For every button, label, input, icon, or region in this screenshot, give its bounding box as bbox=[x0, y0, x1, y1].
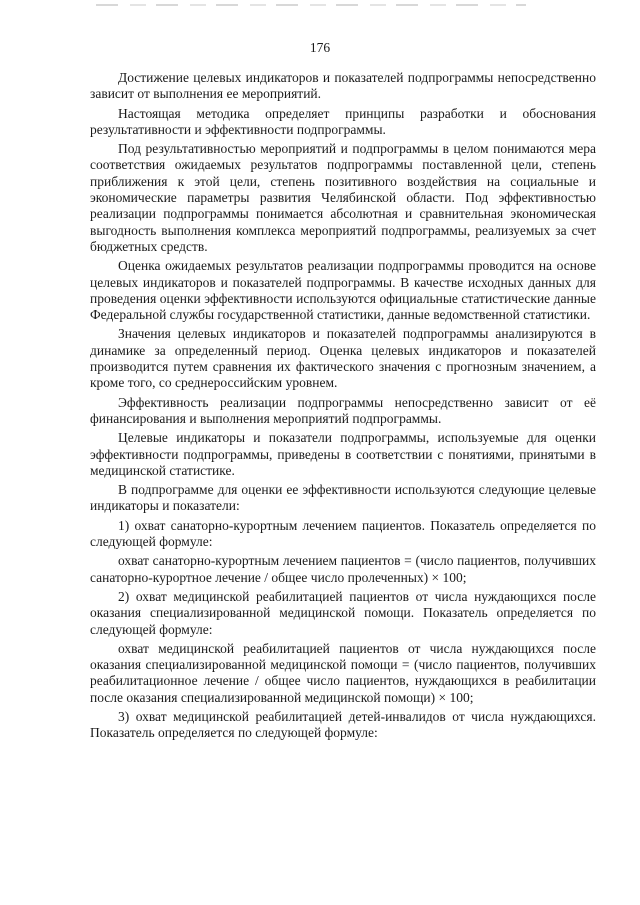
paragraph-7: Целевые индикаторы и показатели подпрограммы, используемые для оценки эффективности подпрограммы, приведены в соответствии с понятиями, принятыми в медицинской статистике. bbox=[90, 430, 596, 478]
formula-2: охват медицинской реабилитацией пациентов от числа нуждающихся после оказания специализированной медицинской помощи = (число пациентов, получивших реабилитационное лечение / общее число пациентов, нуждающихся в реабилитации после оказания специализированной медицинской помощи) × 100; bbox=[90, 640, 596, 705]
scan-artifact bbox=[96, 4, 526, 6]
list-item-2: 2) охват медицинской реабилитацией пациентов от числа нуждающихся после оказания специализированной медицинской помощи. Показатель определяется по следующей формуле: bbox=[90, 588, 596, 637]
paragraph-4: Оценка ожидаемых результатов реализации подпрограммы проводится на основе целевых индикаторов и показателей подпрограммы. В качестве исходных данных для проведения оценки эффективности используются официальные статистические данные Федеральной службы государственной статистики, данные ведомственной статистики. bbox=[90, 258, 596, 323]
paragraph-3: Под результативностью мероприятий и подпрограммы в целом понимаются мера соответствия ожидаемых результатов подпрограммы поставленной цели, степень приближения к этой цели, степень позитивного воздействия на социальные и экономические параметры развития Челябинской области. Под эффективностью реализации подпрограммы понимается абсолютная и сравнительная экономическая выгодность выполнения комплекса мероприятий подпрограммы, реализуемых за счет бюджетных средств. bbox=[90, 141, 596, 254]
list-item-1: 1) охват санаторно-курортным лечением пациентов. Показатель определяется по следующей формуле: bbox=[90, 517, 596, 550]
paragraph-2: Настоящая методика определяет принципы разработки и обоснования результативности и эффективности подпрограммы. bbox=[90, 105, 596, 137]
formula-1: охват санаторно-курортным лечением пациентов = (число пациентов, получивших санаторно-курортное лечение / общее число пролеченных) × 100; bbox=[90, 553, 596, 585]
list-item-3: 3) охват медицинской реабилитацией детей-инвалидов от числа нуждающихся. Показатель определяется по следующей формуле: bbox=[90, 708, 596, 741]
paragraph-1: Достижение целевых индикаторов и показателей подпрограммы непосредственно зависит от выполнения ее мероприятий. bbox=[90, 70, 596, 102]
paragraph-6: Эффективность реализации подпрограммы непосредственно зависит от её финансирования и выполнения мероприятий подпрограммы. bbox=[90, 394, 596, 426]
document-body bbox=[90, 70, 596, 745]
paragraph-5: Значения целевых индикаторов и показателей подпрограммы анализируются в динамике за определенный период. Оценка целевых индикаторов и показателей производится путем сравнения их фактического значения с прогнозным значением, а кроме того, со среднероссийским уровнем. bbox=[90, 326, 596, 391]
page-number: 176 bbox=[309, 40, 331, 55]
paragraph-8: В подпрограмме для оценки ее эффективности используются следующие целевые индикаторы и показатели: bbox=[90, 482, 596, 514]
